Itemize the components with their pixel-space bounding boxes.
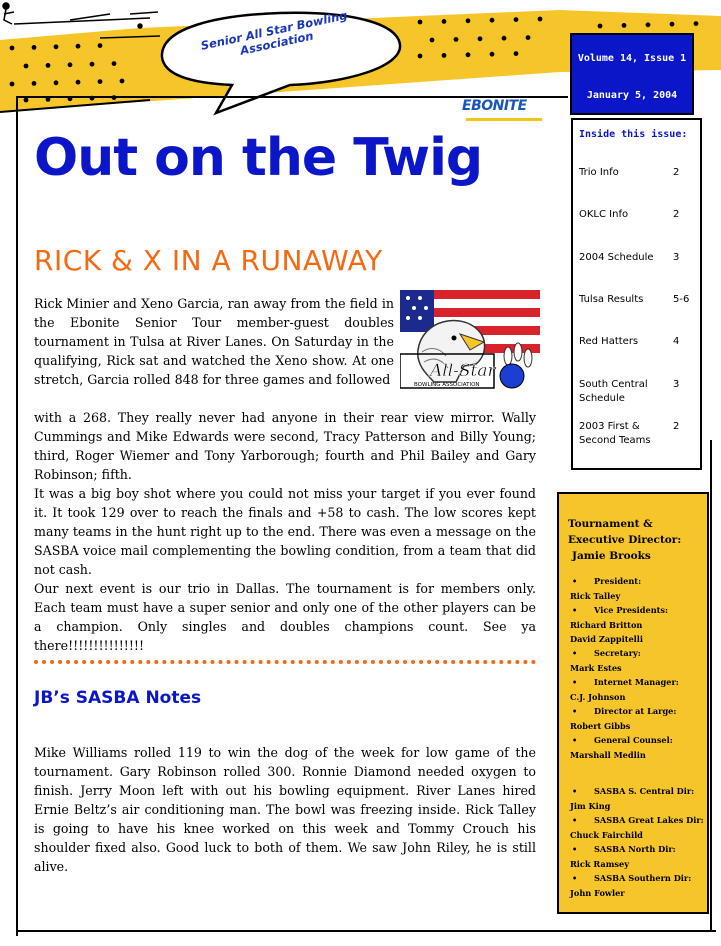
toc-heading: Inside this issue: xyxy=(579,129,688,140)
staff-member-name: C.J. Johnson xyxy=(570,691,626,702)
staff-role-item xyxy=(572,871,710,900)
staff-member-name: Jim King xyxy=(570,800,611,811)
notes-title: JB’s SASBA Notes xyxy=(34,688,202,708)
toc-item-label: South Central Schedule xyxy=(579,379,648,404)
story-headline: RICK & X IN A RUNAWAY xyxy=(34,244,383,277)
all-star-eagle-logo xyxy=(400,290,540,398)
staff-role-title: • Internet Manager: xyxy=(572,675,710,690)
toc-item-page: 2 xyxy=(673,209,680,220)
staff-role-title: • SASBA S. Central Dir: xyxy=(572,784,710,799)
staff-member-name: Rick Talley xyxy=(570,590,621,601)
toc-item-label: 2004 Schedule xyxy=(579,252,654,263)
toc-item-page: 2 xyxy=(673,421,680,432)
sponsor-underline xyxy=(466,118,542,121)
staff-role-item xyxy=(572,813,710,842)
staff-role-item xyxy=(572,646,710,675)
staff-role-item xyxy=(572,603,710,647)
toc-item-label: Red Hatters xyxy=(579,336,639,347)
story-paragraph-3: Our next event is our trio in Dallas. The tournament is for members only. Each team must have a super senior and only one of the other players can be a champion. Only singles and doubles champions count. See ya there!!!!!!!!!!!!!!! xyxy=(34,581,536,653)
executive-director-name: Jamie Brooks xyxy=(572,550,651,562)
staff-member-name: John Fowler xyxy=(570,887,625,898)
staff-role-title: • SASBA Southern Dir: xyxy=(572,871,710,886)
newsletter-title: Out on the Twig xyxy=(34,128,483,188)
story-paragraph-2: It was a big boy shot where you could not miss your target if you ever found it. It took 129 over to reach the finals and +58 to cash. The low scores kept many teams in the hunt right up to the end. There was even a message on the SASBA voice mail complementing the bowling condition, from a team that did not cash. xyxy=(34,486,536,577)
staff-member-name: Rick Ramsey xyxy=(570,858,629,869)
frame-right-rule xyxy=(710,440,712,932)
story-paragraph-rest: with a 268. They really never had anyone in their rear view mirror. Wally Cummings and Mike Edwards were second, Tracy Patterson and Billy Young; third, Roger Wiemer and Tony Yarborough; fourth and Phil Bailey and Gary Robinson; fifth. xyxy=(34,410,536,482)
staff-member-name: Richard Britton xyxy=(570,619,643,630)
toc-item-page: 5-6 xyxy=(673,294,690,305)
toc-item-label: OKLC Info xyxy=(579,209,629,220)
staff-member-name: Robert Gibbs xyxy=(570,720,631,731)
staff-member-name: David Zappitelli xyxy=(570,634,644,644)
section-divider xyxy=(34,660,536,668)
staff-role-item xyxy=(572,842,710,871)
toc-item-page: 4 xyxy=(673,336,680,347)
eagle-logo-subword: BOWLING ASSOCIATION xyxy=(414,382,480,388)
sponsor-logo: EBONITE xyxy=(462,98,527,114)
staff-member-name: Marshall Medlin xyxy=(570,749,646,760)
staff-heading-text: Tournament & Executive Director: xyxy=(568,518,682,546)
frame-bottom-rule xyxy=(16,930,716,932)
toc-item-label: Tulsa Results xyxy=(579,294,644,305)
notes-paragraph: Mike Williams rolled 119 to win the dog of the week for low game of the tournament. Gary Robinson rolled 300. Ronnie Diamond needed oxygen to finish. Jerry Moon left with out his bowling equipment. River Lanes hired Ernie Beltz’s air conditioning man. The bowl was freezing inside. Rick Talley is going to have his knee worked on this week and Tommy Crouch his shoulder fixed also. Good luck to both of them. We saw John Riley, he is still alive. xyxy=(34,745,536,874)
toc-item-label: Trio Info xyxy=(579,167,619,178)
story-body xyxy=(34,408,536,655)
story-paragraph-intro: Rick Minier and Xeno Garcia, ran away from the field in the Ebonite Senior Tour member-guest doubles tournament in Tulsa at River Lanes. On Saturday in the qualifying, Rick sat and watched the Xeno show. At one stretch, Garcia rolled 848 for three games and followed xyxy=(34,296,394,387)
staff-role-item xyxy=(572,574,710,603)
staff-heading xyxy=(568,516,706,564)
staff-role-title: • Vice Presidents: xyxy=(572,603,710,618)
notes-body xyxy=(34,743,536,876)
bowling-ball xyxy=(500,364,524,388)
staff-role-item xyxy=(572,675,710,704)
toc-item-page: 3 xyxy=(673,379,680,390)
staff-role-title: • President: xyxy=(572,574,710,589)
organization-name: Senior All Star Bowling Association xyxy=(199,8,349,58)
toc-item-page: 2 xyxy=(673,167,680,178)
staff-role-item xyxy=(572,704,710,733)
issue-info-box xyxy=(570,33,694,115)
staff-member-name: Mark Estes xyxy=(570,662,622,673)
eagle-logo-word: All-Star xyxy=(430,361,496,381)
volume-issue: Volume 14, Issue 1 xyxy=(577,53,687,64)
staff-role-title: • General Counsel: xyxy=(572,733,710,748)
staff-role-title: • SASBA North Dir: xyxy=(572,842,710,857)
issue-date: January 5, 2004 xyxy=(586,90,678,101)
staff-member-name: Chuck Fairchild xyxy=(570,829,643,840)
toc-item-page: 3 xyxy=(673,252,680,263)
toc-item-label: 2003 First & Second Teams xyxy=(579,421,651,446)
inside-this-issue-box xyxy=(571,118,702,470)
staff-role-item xyxy=(572,733,710,762)
staff-directory-box xyxy=(557,492,709,914)
staff-role-title: • Secretary: xyxy=(572,646,710,661)
staff-role-title: • SASBA Great Lakes Dir: xyxy=(572,813,710,828)
staff-role-item xyxy=(572,784,710,813)
staff-role-title: • Director at Large: xyxy=(572,704,710,719)
